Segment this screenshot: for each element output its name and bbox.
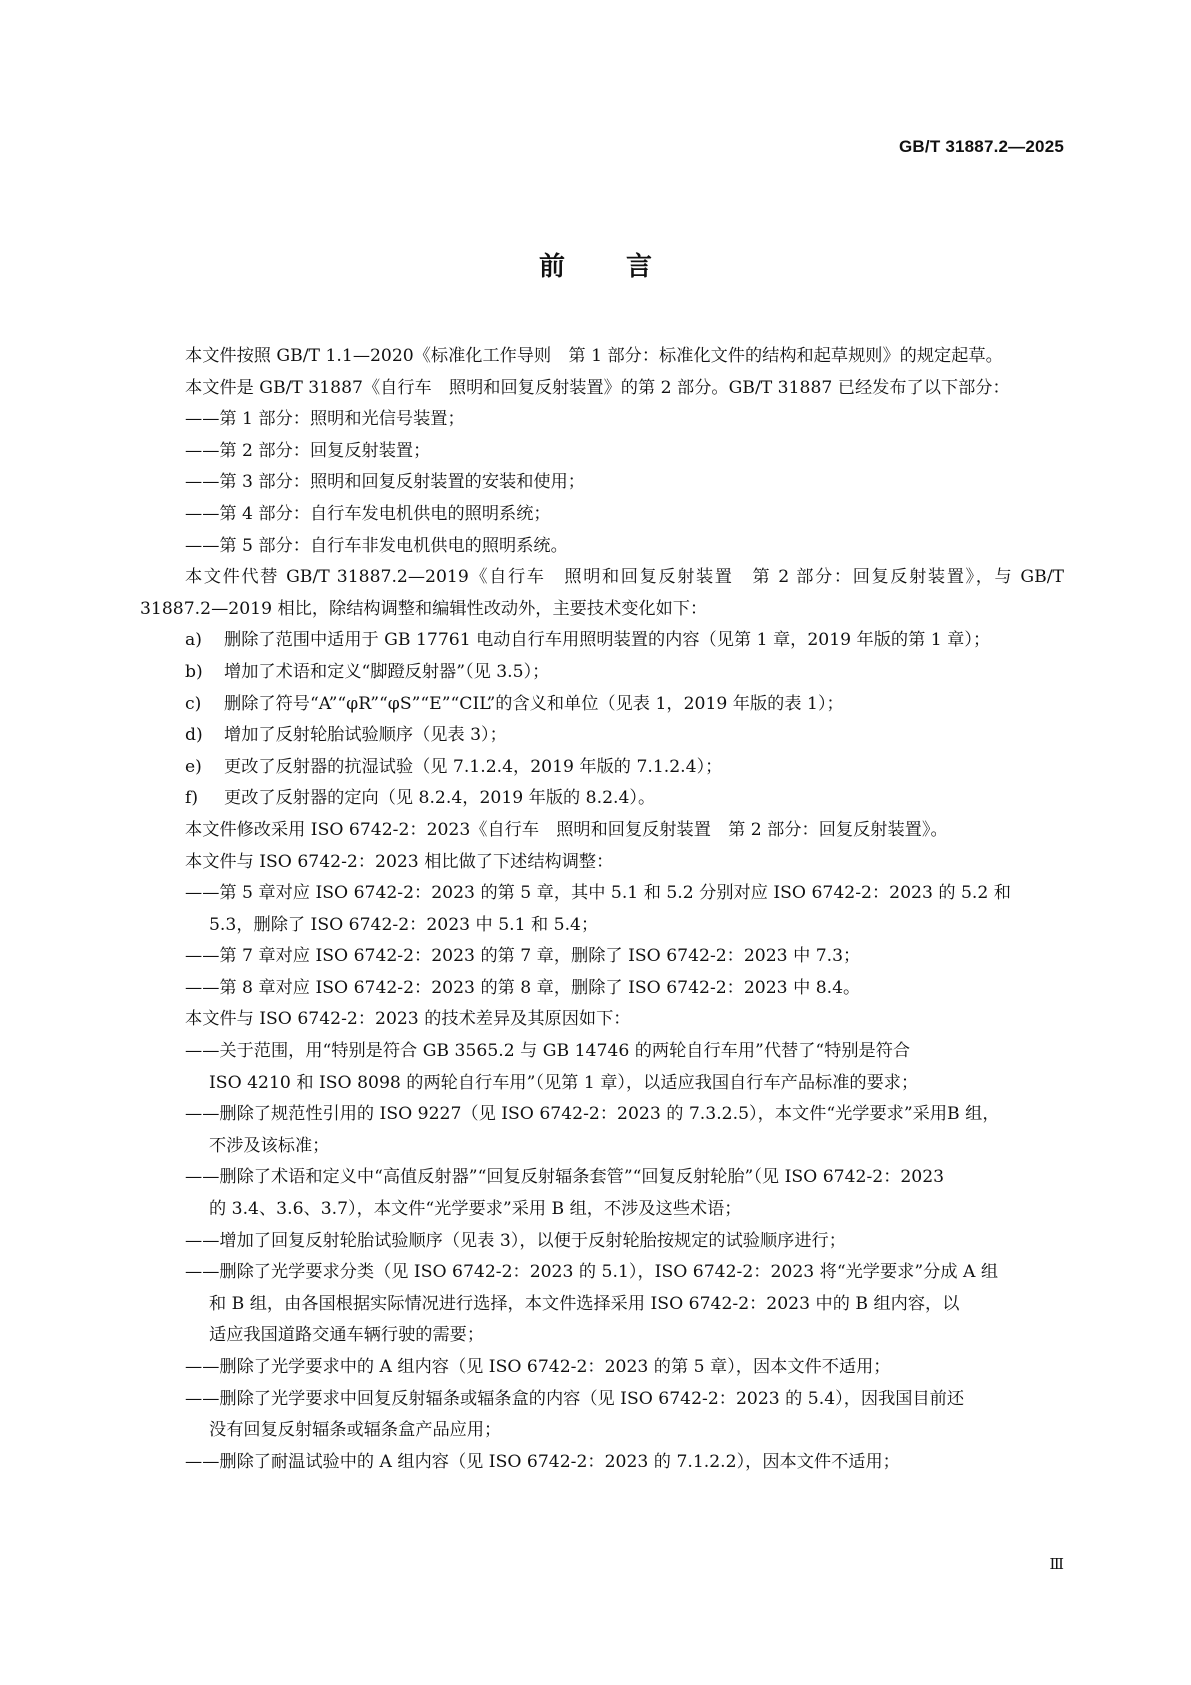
change-text: 增加了术语和定义“脚蹬反射器”（见 3.5）； [224,661,550,682]
change-item [140,783,1064,815]
difference-item-cont: 不涉及该标准； [209,1135,330,1156]
difference-item: ——关于范围，用“特别是符合 GB 3565.2 与 GB 14746 的两轮自行车用”代替了“特别是符合 [185,1041,911,1062]
structure-item: ——第 8 章对应 ISO 6742-2：2023 的第 8 章，删除了 ISO 6742-2：2023 中 8.4。 [185,977,861,998]
structure-item: ——第 7 章对应 ISO 6742-2：2023 的第 7 章，删除了 ISO 6742-2：2023 中 7.3； [185,946,861,967]
part-item: ——第 3 部分：照明和回复反射装置的安装和使用； [185,472,585,493]
standard-code: GB/T 31887.2—2025 [899,137,1064,156]
change-text: 删除了符号“A”“φR”“φS”“E”“CIL”的含义和单位（见表 1，2019 年版的表 1）； [224,693,844,714]
change-item [140,752,1064,784]
change-mark: d) [185,725,203,746]
difference-item: ——删除了耐温试验中的 A 组内容（见 ISO 6742-2：2023 的 7.1.2.2），因本文件不适用； [185,1451,900,1472]
change-item [140,657,1064,689]
change-mark: c) [185,693,202,714]
difference-item-cont: ISO 4210 和 ISO 8098 的两轮自行车用”（见第 1 章），以适应我国自行车产品标准的要求； [209,1072,919,1093]
change-text: 更改了反射器的定向（见 8.2.4，2019 年版的 8.2.4）。 [224,788,656,809]
change-mark: b) [185,661,203,682]
part-item: ——第 5 部分：自行车非发电机供电的照明系统。 [185,535,568,556]
paragraph-drafting: 本文件按照 GB/T 1.1—2020《标准化工作导则 第 1 部分：标准化文件的结构和起草规则》的规定起草。 [185,346,1003,366]
difference-item: ——删除了光学要求分类（见 ISO 6742-2：2023 的 5.1），ISO 6742-2：2023 将“光学要求”分成 A 组 [185,1262,999,1283]
difference-item: ——增加了回复反射轮胎试验顺序（见表 3），以便于反射轮胎按规定的试验顺序进行； [185,1230,846,1251]
part-item: ——第 2 部分：回复反射装置； [185,440,431,461]
paragraph-series: 本文件是 GB/T 31887《自行车 照明和回复反射装置》的第 2 部分。GB/T 31887 已经发布了以下部分： [185,377,1010,398]
difference-item-cont: 没有回复反射辐条或辐条盒产品应用； [209,1420,502,1441]
structure-item-cont: 5.3，删除了 ISO 6742-2：2023 中 5.1 和 5.4； [209,914,599,935]
structure-item: ——第 5 章对应 ISO 6742-2：2023 的第 5 章，其中 5.1 和 5.2 分别对应 ISO 6742-2：2023 的 5.2 和 [185,883,1011,904]
difference-item-cont: 和 B 组，由各国根据实际情况进行选择，本文件选择采用 ISO 6742-2：2023 中的 B 组内容，以 [209,1293,960,1314]
change-mark: a) [185,630,202,651]
difference-item-cont: 的 3.4、3.6、3.7），本文件“光学要求”采用 B 组，不涉及这些术语； [209,1199,742,1220]
change-mark: f) [185,788,199,809]
difference-item: ——删除了术语和定义中“高值反射器”“回复反射辐条套管”“回复反射轮胎”（见 ISO 6742-2：2023 [185,1167,945,1188]
change-mark: e) [185,756,202,777]
change-text: 增加了反射轮胎试验顺序（见表 3）； [224,725,507,746]
part-item: ——第 1 部分：照明和光信号装置； [185,409,465,430]
page-number: Ⅲ [1049,1555,1064,1573]
document-body [140,341,1064,1478]
paragraph-differences: 本文件与 ISO 6742-2：2023 的技术差异及其原因如下： [185,1009,631,1030]
paragraph-replace: 本文件代替 GB/T 31887.2—2019《自行车 照明和回复反射装置 第 2 部分：回复反射装置》，与 GB/T 31887.2—2019 相比，除结构调整和编辑性改动外，主要技术变化如下： [140,567,1064,619]
paragraph-modify: 本文件修改采用 ISO 6742-2：2023《自行车 照明和回复反射装置 第 2 部分：回复反射装置》。 [185,819,948,840]
change-text: 更改了反射器的抗湿试验（见 7.1.2.4，2019 年版的 7.1.2.4）； [224,756,723,777]
change-item [140,625,1064,657]
change-item [140,689,1064,721]
difference-item-cont: 适应我国道路交通车辆行驶的需要； [209,1325,485,1346]
page-title: 前 言 [538,252,653,282]
difference-item: ——删除了光学要求中回复反射辐条或辐条盒的内容（见 ISO 6742-2：2023 的 5.4），因我国目前还 [185,1388,965,1409]
difference-item: ——删除了规范性引用的 ISO 9227（见 ISO 6742-2：2023 的 7.3.2.5），本文件“光学要求”采用B 组， [185,1104,1000,1125]
paragraph-structure: 本文件与 ISO 6742-2：2023 相比做了下述结构调整： [185,851,614,872]
difference-item: ——删除了光学要求中的 A 组内容（见 ISO 6742-2：2023 的第 5 章），因本文件不适用； [185,1357,891,1377]
part-item: ——第 4 部分：自行车发电机供电的照明系统； [185,503,551,524]
change-item [140,720,1064,752]
change-text: 删除了范围中适用于 GB 17761 电动自行车用照明装置的内容（见第 1 章，2019 年版的第 1 章）； [224,630,991,651]
